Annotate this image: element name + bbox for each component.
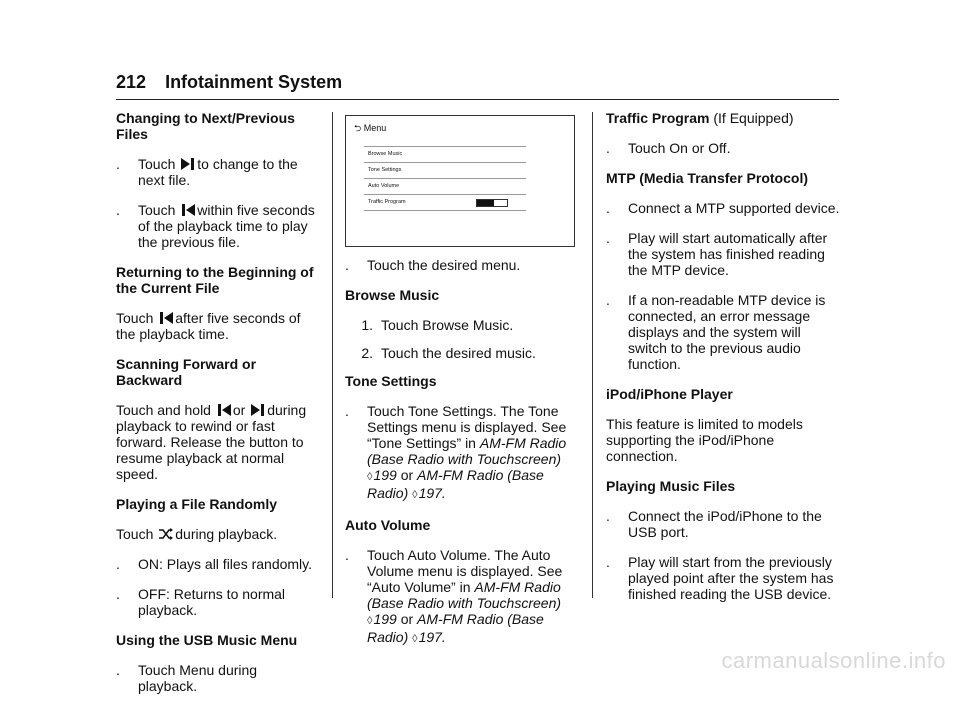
numbered-item — [345, 317, 577, 333]
previous-track-icon — [159, 312, 173, 324]
bullet: . — [345, 257, 349, 273]
text: Touch Menu during playback. — [138, 662, 258, 694]
paragraph — [116, 310, 320, 342]
text: to change to the next file. — [138, 156, 298, 188]
list-item — [606, 230, 842, 278]
bullet: . — [116, 586, 120, 602]
toggle-fill — [477, 200, 494, 206]
heading-traffic — [606, 110, 842, 126]
text: ON: Plays all files randomly. — [138, 556, 313, 572]
page-ref: 199 — [373, 467, 397, 483]
watermark: carmanualsonline.info — [721, 648, 946, 673]
column-2 — [345, 115, 577, 661]
text: Play will start from the previously played point after the system has finished reading the USB device. — [628, 554, 834, 602]
heading-usb-menu: Using the USB Music Menu — [116, 632, 298, 648]
text: within five seconds of the playback time to play the previous file. — [138, 202, 315, 250]
text: during playback to rewind or fast forward. Release the button to resume playback at normal speed. — [116, 402, 307, 482]
screen-menu-list — [364, 146, 526, 211]
text: Touch Auto Volume. The Auto Volume menu is displayed. See — [367, 547, 563, 579]
screen-menu-item: Browse Music — [364, 146, 526, 163]
back-button — [354, 120, 386, 136]
list-item — [116, 662, 320, 694]
text: “Auto Volume” — [367, 579, 456, 595]
page-ref-icon: ◊ — [412, 633, 418, 645]
page-ref-icon: ◊ — [367, 615, 373, 627]
list-item — [345, 403, 577, 503]
heading-random: Playing a File Randomly — [116, 496, 278, 512]
list-item — [606, 140, 842, 156]
list-item — [345, 257, 577, 273]
text: Touch On or Off. — [628, 140, 731, 156]
bullet: . — [116, 556, 120, 572]
screen-menu-item: Tone Settings — [364, 163, 526, 179]
text: after five seconds of the playback time. — [116, 310, 301, 342]
bullet: . — [606, 140, 610, 156]
paragraph — [116, 526, 320, 542]
back-label: Menu — [363, 123, 387, 133]
numbered-item — [345, 345, 577, 361]
text: or — [400, 611, 414, 627]
text: Connect the iPod/iPhone to the USB port. — [628, 508, 822, 540]
text: Touch — [116, 310, 154, 326]
page-title: Infotainment System — [165, 72, 343, 92]
list-item — [606, 508, 842, 540]
text: “Tone Settings” — [367, 435, 462, 451]
heading-ipod: iPod/iPhone Player — [606, 386, 733, 402]
text: Touch Tone Settings. The Tone Settings menu is displayed. See — [367, 403, 567, 435]
bullet: . — [606, 508, 610, 524]
page-ref-icon: ◊ — [412, 489, 418, 501]
previous-track-icon — [217, 404, 231, 416]
heading-next-previous: Changing to Next/Previous Files — [116, 110, 295, 142]
bullet: . — [606, 230, 610, 246]
column-divider — [332, 112, 333, 598]
next-track-icon — [251, 404, 265, 416]
page-ref-icon: ◊ — [367, 471, 373, 483]
bullet: . — [606, 292, 610, 308]
heading-scanning: Scanning Forward or Backward — [116, 356, 257, 388]
item-number: 2. — [361, 345, 373, 361]
text: during playback. — [175, 526, 278, 542]
heading-browse: Browse Music — [345, 287, 440, 303]
page-number: 212 — [116, 72, 147, 92]
text: or — [400, 467, 414, 483]
text: Touch — [116, 526, 154, 542]
heading-mtp: MTP (Media Transfer Protocol) — [606, 170, 808, 186]
bullet: . — [606, 200, 610, 216]
list-item — [606, 200, 842, 216]
back-arrow-icon: ⮌ — [354, 123, 362, 133]
text: Touch — [138, 202, 176, 218]
shuffle-icon — [159, 528, 173, 540]
toggle-indicator — [476, 199, 508, 207]
paragraph — [116, 402, 320, 482]
heading-auto-volume: Auto Volume — [345, 517, 431, 533]
cross-reference: AM-FM Radio (Base Radio) — [367, 611, 544, 645]
page-ref: 197. — [418, 629, 446, 645]
list-item — [116, 156, 320, 188]
previous-track-icon — [181, 204, 195, 216]
column-1 — [116, 110, 320, 708]
screen-menu-item — [364, 195, 526, 211]
bullet: . — [116, 662, 120, 678]
text: Touch the desired music. — [381, 345, 536, 361]
page-header — [116, 72, 342, 93]
bullet: . — [345, 547, 349, 563]
next-track-icon — [181, 158, 195, 170]
list-item — [606, 292, 842, 372]
text: or — [232, 402, 246, 418]
heading-text: Traffic Program — [606, 110, 710, 126]
text: Play will start automatically after the system has finished reading the MTP device. — [628, 230, 828, 278]
text: (If Equipped) — [713, 110, 794, 126]
bullet: . — [606, 554, 610, 570]
cross-reference: AM-FM Radio (Base Radio with Touchscreen) — [367, 579, 562, 611]
text: Touch the desired menu. — [367, 257, 521, 273]
paragraph: This feature is limited to models supporting the iPod/iPhone connection. — [606, 416, 803, 464]
bullet: . — [345, 403, 349, 419]
heading-tone: Tone Settings — [345, 373, 437, 389]
bullet: . — [116, 156, 120, 172]
usb-menu-screenshot — [345, 115, 575, 247]
text: OFF: Returns to normal playback. — [138, 586, 286, 618]
text: Touch and hold — [116, 402, 211, 418]
text: in — [459, 579, 471, 595]
column-divider — [592, 112, 593, 598]
text: If a non-readable MTP device is connected, an error message displays and the system will switch to the previous audio function. — [628, 292, 826, 372]
cross-reference: AM-FM Radio (Base Radio with Touchscreen) — [367, 435, 567, 467]
bullet: . — [116, 202, 120, 218]
heading-return-beginning: Returning to the Beginning of the Current File — [116, 264, 314, 296]
list-item — [606, 554, 842, 602]
list-item — [116, 586, 320, 618]
text: Touch Browse Music. — [381, 317, 514, 333]
screen-menu-item-label: Traffic Program — [368, 199, 406, 205]
list-item — [116, 556, 320, 572]
text: Connect a MTP supported device. — [628, 200, 840, 216]
heading-playing: Playing Music Files — [606, 478, 736, 494]
text: Touch — [138, 156, 176, 172]
text: in — [465, 435, 476, 451]
page-ref: 197. — [418, 485, 446, 501]
page-ref: 199 — [373, 611, 397, 627]
list-item — [116, 202, 320, 250]
header-rule — [116, 99, 839, 100]
item-number: 1. — [361, 317, 373, 333]
column-3 — [606, 110, 842, 616]
cross-reference: AM-FM Radio (Base Radio) — [367, 467, 544, 501]
list-item — [345, 547, 577, 647]
screen-menu-item: Auto Volume — [364, 179, 526, 195]
